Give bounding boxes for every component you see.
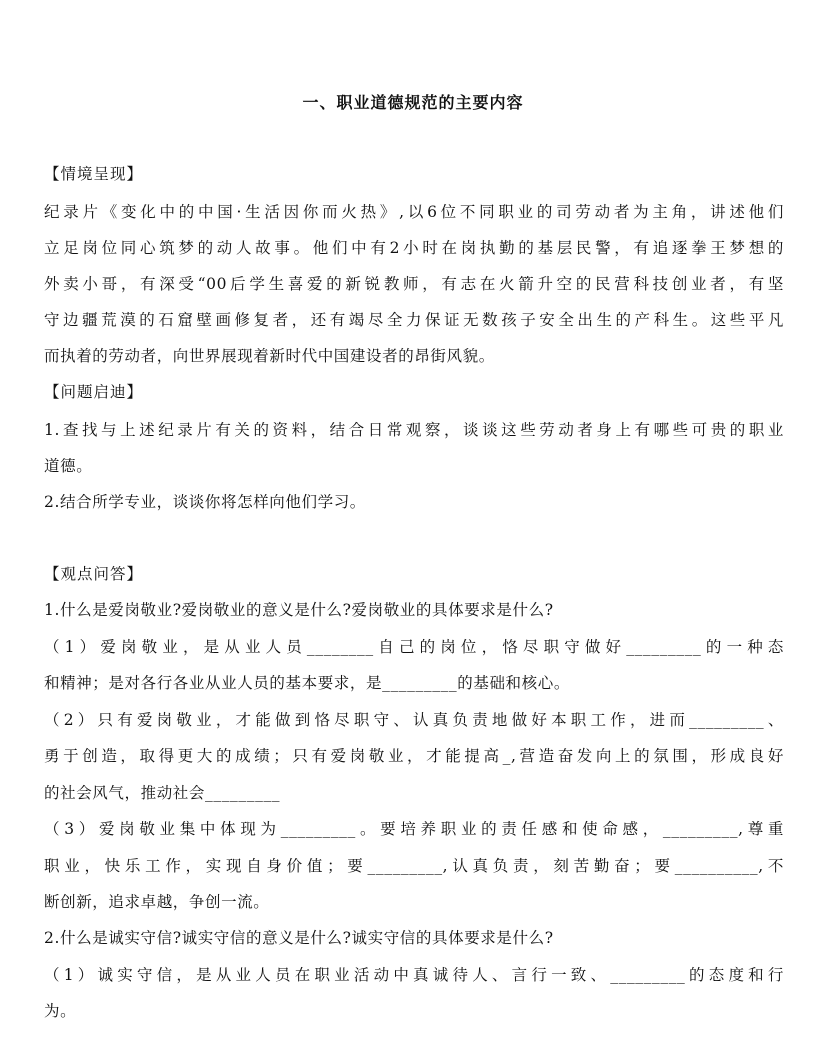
question-line-2: 道德。 [44,457,93,475]
document-title: 一、职业道德规范的主要内容 [302,93,524,112]
answer-line-12: 为。 [44,1002,77,1020]
questions-heading: 【问题启迪】 [44,383,144,401]
question-line-3: 2.结合所学专业，谈谈你将怎样向他们学习。 [44,493,366,511]
answer-line-10: 2.什么是诚实守信?诚实守信的意义是什么?诚实守信的具体要求是什么? [44,929,554,947]
answer-line-1: 1.什么是爱岗敬业?爱岗敬业的意义是什么?爱岗敬业的具体要求是什么? [44,601,554,619]
answer-line-2: （1）爱岗敬业，是从业人员________自己的岗位，恪尽职守做好_________的一种态 [44,638,784,656]
answer-line-3: 和精神；是对各行各业从业人员的基本要求，是_________的基础和核心。 [44,674,570,692]
situation-line-3: 外卖小哥，有深受“00后学生喜爱的新锐教师，有志在火箭升空的民营科技创业者，有坚 [44,275,784,293]
situation-line-5: 而执着的劳动者，向世界展现着新时代中国建设者的昂街风貌。 [44,347,495,365]
answer-line-9: 断创新，追求卓越，争创一流。 [44,893,270,911]
answer-line-11: （1）诚实守信，是从业人员在职业活动中真诚待人、言行一致、_________的态度和行 [44,966,784,984]
answers-heading: 【观点问答】 [44,565,144,583]
situation-heading: 【情境呈现】 [44,165,144,183]
situation-line-1: 纪录片《变化中的中国·生活因你而火热》,以6位不同职业的司劳动者为主角，讲述他们 [44,203,784,221]
situation-line-2: 立足岗位同心筑梦的动人故事。他们中有2小时在岗执勤的基层民警，有追逐拳王梦想的 [44,239,784,257]
answer-line-5: 勇于创造，取得更大的成绩；只有爱岗敬业，才能提高_,营造奋发向上的氛围，形成良好 [44,747,784,765]
answer-line-4: （2）只有爱岗敬业，才能做到恪尽职守、认真负责地做好本职工作，进而_________、 [44,711,784,729]
answer-line-7: （3）爱岗敬业集中体现为_________。要培养职业的责任感和使命感，_________,尊重 [44,820,784,838]
answer-line-6: 的社会风气，推动社会_________ [44,784,281,802]
answer-line-8: 职业，快乐工作，实现自身价值；要_________,认真负责，刻苦勤奋；要__________,不 [44,857,784,875]
question-line-1: 1.查找与上述纪录片有关的资料，结合日常观察，谈谈这些劳动者身上有哪些可贵的职业 [44,421,784,439]
situation-line-4: 守边疆荒漠的石窟壁画修复者，还有竭尽全力保证无数孩子安全出生的产科生。这些平凡 [44,311,784,329]
